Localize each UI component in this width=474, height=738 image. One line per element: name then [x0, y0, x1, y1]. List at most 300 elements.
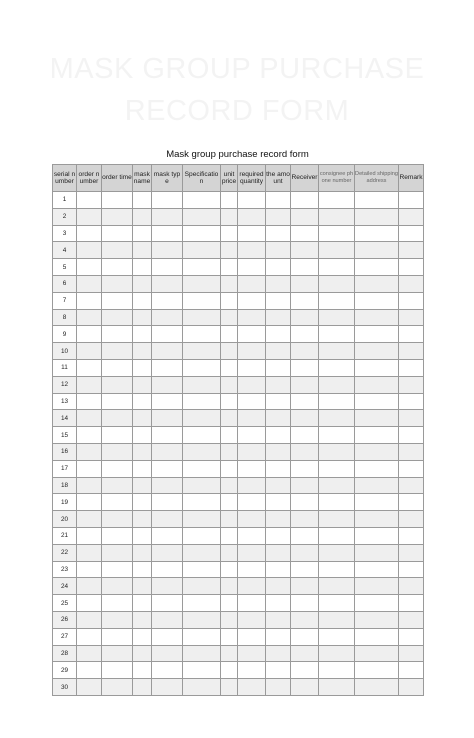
cell-order-number[interactable]	[77, 259, 102, 276]
cell-specification[interactable]	[183, 511, 221, 528]
cell-the-amount[interactable]	[266, 645, 291, 662]
cell-shipping-address[interactable]	[355, 275, 399, 292]
cell-remark[interactable]	[399, 225, 424, 242]
cell-consignee-phone[interactable]	[319, 494, 355, 511]
cell-remark[interactable]	[399, 477, 424, 494]
cell-order-number[interactable]	[77, 527, 102, 544]
cell-order-number[interactable]	[77, 628, 102, 645]
cell-the-amount[interactable]	[266, 561, 291, 578]
cell-order-time[interactable]	[102, 242, 133, 259]
cell-receiver[interactable]	[291, 511, 319, 528]
cell-specification[interactable]	[183, 259, 221, 276]
cell-mask-name[interactable]	[133, 443, 152, 460]
cell-unit-price[interactable]	[221, 578, 238, 595]
cell-specification[interactable]	[183, 645, 221, 662]
cell-unit-price[interactable]	[221, 275, 238, 292]
cell-order-number[interactable]	[77, 242, 102, 259]
cell-order-number[interactable]	[77, 477, 102, 494]
cell-order-number[interactable]	[77, 376, 102, 393]
cell-the-amount[interactable]	[266, 477, 291, 494]
cell-mask-type[interactable]	[152, 477, 183, 494]
cell-the-amount[interactable]	[266, 242, 291, 259]
cell-order-number[interactable]	[77, 511, 102, 528]
cell-unit-price[interactable]	[221, 326, 238, 343]
cell-receiver[interactable]	[291, 225, 319, 242]
cell-specification[interactable]	[183, 343, 221, 360]
cell-order-number[interactable]	[77, 275, 102, 292]
cell-specification[interactable]	[183, 242, 221, 259]
cell-specification[interactable]	[183, 309, 221, 326]
cell-order-time[interactable]	[102, 645, 133, 662]
cell-receiver[interactable]	[291, 443, 319, 460]
cell-order-time[interactable]	[102, 192, 133, 209]
cell-required-quantity[interactable]	[238, 359, 266, 376]
cell-receiver[interactable]	[291, 544, 319, 561]
cell-consignee-phone[interactable]	[319, 427, 355, 444]
cell-required-quantity[interactable]	[238, 443, 266, 460]
cell-order-time[interactable]	[102, 410, 133, 427]
cell-shipping-address[interactable]	[355, 511, 399, 528]
cell-consignee-phone[interactable]	[319, 544, 355, 561]
cell-consignee-phone[interactable]	[319, 326, 355, 343]
cell-the-amount[interactable]	[266, 192, 291, 209]
cell-order-number[interactable]	[77, 645, 102, 662]
cell-order-number[interactable]	[77, 410, 102, 427]
cell-the-amount[interactable]	[266, 326, 291, 343]
cell-mask-name[interactable]	[133, 309, 152, 326]
cell-receiver[interactable]	[291, 527, 319, 544]
cell-remark[interactable]	[399, 595, 424, 612]
cell-remark[interactable]	[399, 611, 424, 628]
cell-shipping-address[interactable]	[355, 561, 399, 578]
cell-specification[interactable]	[183, 393, 221, 410]
cell-unit-price[interactable]	[221, 527, 238, 544]
cell-order-time[interactable]	[102, 477, 133, 494]
cell-shipping-address[interactable]	[355, 376, 399, 393]
cell-shipping-address[interactable]	[355, 326, 399, 343]
cell-mask-type[interactable]	[152, 611, 183, 628]
cell-mask-type[interactable]	[152, 242, 183, 259]
cell-specification[interactable]	[183, 679, 221, 696]
cell-consignee-phone[interactable]	[319, 242, 355, 259]
cell-order-number[interactable]	[77, 494, 102, 511]
cell-order-time[interactable]	[102, 376, 133, 393]
cell-shipping-address[interactable]	[355, 679, 399, 696]
cell-shipping-address[interactable]	[355, 494, 399, 511]
cell-order-number[interactable]	[77, 292, 102, 309]
cell-required-quantity[interactable]	[238, 427, 266, 444]
cell-unit-price[interactable]	[221, 427, 238, 444]
cell-remark[interactable]	[399, 679, 424, 696]
cell-consignee-phone[interactable]	[319, 477, 355, 494]
cell-the-amount[interactable]	[266, 393, 291, 410]
cell-mask-name[interactable]	[133, 611, 152, 628]
cell-mask-name[interactable]	[133, 343, 152, 360]
cell-order-number[interactable]	[77, 326, 102, 343]
cell-unit-price[interactable]	[221, 477, 238, 494]
cell-the-amount[interactable]	[266, 679, 291, 696]
cell-receiver[interactable]	[291, 393, 319, 410]
cell-required-quantity[interactable]	[238, 376, 266, 393]
cell-required-quantity[interactable]	[238, 611, 266, 628]
cell-consignee-phone[interactable]	[319, 527, 355, 544]
cell-mask-type[interactable]	[152, 595, 183, 612]
cell-the-amount[interactable]	[266, 376, 291, 393]
cell-remark[interactable]	[399, 393, 424, 410]
cell-the-amount[interactable]	[266, 460, 291, 477]
cell-receiver[interactable]	[291, 192, 319, 209]
cell-the-amount[interactable]	[266, 544, 291, 561]
cell-receiver[interactable]	[291, 309, 319, 326]
cell-required-quantity[interactable]	[238, 393, 266, 410]
cell-mask-name[interactable]	[133, 561, 152, 578]
cell-order-number[interactable]	[77, 309, 102, 326]
cell-unit-price[interactable]	[221, 393, 238, 410]
cell-remark[interactable]	[399, 410, 424, 427]
cell-unit-price[interactable]	[221, 242, 238, 259]
cell-order-time[interactable]	[102, 326, 133, 343]
cell-mask-name[interactable]	[133, 326, 152, 343]
cell-consignee-phone[interactable]	[319, 628, 355, 645]
cell-required-quantity[interactable]	[238, 662, 266, 679]
cell-shipping-address[interactable]	[355, 460, 399, 477]
cell-mask-name[interactable]	[133, 628, 152, 645]
cell-order-time[interactable]	[102, 662, 133, 679]
cell-mask-type[interactable]	[152, 645, 183, 662]
cell-receiver[interactable]	[291, 326, 319, 343]
cell-order-number[interactable]	[77, 611, 102, 628]
cell-order-time[interactable]	[102, 427, 133, 444]
cell-consignee-phone[interactable]	[319, 443, 355, 460]
cell-specification[interactable]	[183, 494, 221, 511]
cell-order-number[interactable]	[77, 192, 102, 209]
cell-required-quantity[interactable]	[238, 460, 266, 477]
cell-mask-type[interactable]	[152, 359, 183, 376]
cell-required-quantity[interactable]	[238, 410, 266, 427]
cell-required-quantity[interactable]	[238, 292, 266, 309]
cell-required-quantity[interactable]	[238, 645, 266, 662]
cell-receiver[interactable]	[291, 359, 319, 376]
cell-receiver[interactable]	[291, 477, 319, 494]
cell-unit-price[interactable]	[221, 645, 238, 662]
cell-order-number[interactable]	[77, 443, 102, 460]
cell-consignee-phone[interactable]	[319, 343, 355, 360]
cell-order-time[interactable]	[102, 511, 133, 528]
cell-receiver[interactable]	[291, 679, 319, 696]
cell-specification[interactable]	[183, 275, 221, 292]
cell-mask-type[interactable]	[152, 578, 183, 595]
cell-shipping-address[interactable]	[355, 343, 399, 360]
cell-mask-name[interactable]	[133, 192, 152, 209]
cell-remark[interactable]	[399, 494, 424, 511]
cell-specification[interactable]	[183, 359, 221, 376]
cell-mask-name[interactable]	[133, 376, 152, 393]
cell-shipping-address[interactable]	[355, 527, 399, 544]
cell-shipping-address[interactable]	[355, 225, 399, 242]
cell-required-quantity[interactable]	[238, 511, 266, 528]
cell-the-amount[interactable]	[266, 527, 291, 544]
cell-remark[interactable]	[399, 460, 424, 477]
cell-unit-price[interactable]	[221, 679, 238, 696]
cell-receiver[interactable]	[291, 292, 319, 309]
cell-mask-type[interactable]	[152, 326, 183, 343]
cell-the-amount[interactable]	[266, 410, 291, 427]
cell-order-number[interactable]	[77, 427, 102, 444]
cell-the-amount[interactable]	[266, 309, 291, 326]
cell-the-amount[interactable]	[266, 443, 291, 460]
cell-required-quantity[interactable]	[238, 309, 266, 326]
cell-unit-price[interactable]	[221, 208, 238, 225]
cell-order-time[interactable]	[102, 611, 133, 628]
cell-mask-name[interactable]	[133, 292, 152, 309]
cell-shipping-address[interactable]	[355, 393, 399, 410]
cell-consignee-phone[interactable]	[319, 292, 355, 309]
cell-unit-price[interactable]	[221, 662, 238, 679]
cell-order-number[interactable]	[77, 578, 102, 595]
cell-specification[interactable]	[183, 208, 221, 225]
cell-the-amount[interactable]	[266, 511, 291, 528]
cell-required-quantity[interactable]	[238, 628, 266, 645]
cell-consignee-phone[interactable]	[319, 561, 355, 578]
cell-shipping-address[interactable]	[355, 359, 399, 376]
cell-required-quantity[interactable]	[238, 259, 266, 276]
cell-mask-type[interactable]	[152, 259, 183, 276]
cell-required-quantity[interactable]	[238, 679, 266, 696]
cell-mask-type[interactable]	[152, 192, 183, 209]
cell-required-quantity[interactable]	[238, 477, 266, 494]
cell-remark[interactable]	[399, 511, 424, 528]
cell-remark[interactable]	[399, 275, 424, 292]
cell-specification[interactable]	[183, 611, 221, 628]
cell-mask-type[interactable]	[152, 544, 183, 561]
cell-order-time[interactable]	[102, 292, 133, 309]
cell-remark[interactable]	[399, 628, 424, 645]
cell-required-quantity[interactable]	[238, 326, 266, 343]
cell-specification[interactable]	[183, 595, 221, 612]
cell-consignee-phone[interactable]	[319, 376, 355, 393]
cell-specification[interactable]	[183, 662, 221, 679]
cell-consignee-phone[interactable]	[319, 410, 355, 427]
cell-specification[interactable]	[183, 410, 221, 427]
cell-specification[interactable]	[183, 376, 221, 393]
cell-order-time[interactable]	[102, 527, 133, 544]
cell-shipping-address[interactable]	[355, 309, 399, 326]
cell-order-time[interactable]	[102, 561, 133, 578]
cell-mask-name[interactable]	[133, 275, 152, 292]
cell-remark[interactable]	[399, 242, 424, 259]
cell-mask-name[interactable]	[133, 679, 152, 696]
cell-the-amount[interactable]	[266, 208, 291, 225]
cell-consignee-phone[interactable]	[319, 259, 355, 276]
cell-remark[interactable]	[399, 578, 424, 595]
cell-shipping-address[interactable]	[355, 578, 399, 595]
cell-order-number[interactable]	[77, 595, 102, 612]
cell-unit-price[interactable]	[221, 309, 238, 326]
cell-receiver[interactable]	[291, 611, 319, 628]
cell-the-amount[interactable]	[266, 225, 291, 242]
cell-order-time[interactable]	[102, 595, 133, 612]
cell-unit-price[interactable]	[221, 628, 238, 645]
cell-mask-name[interactable]	[133, 259, 152, 276]
cell-shipping-address[interactable]	[355, 628, 399, 645]
cell-unit-price[interactable]	[221, 460, 238, 477]
cell-mask-type[interactable]	[152, 494, 183, 511]
cell-receiver[interactable]	[291, 628, 319, 645]
cell-remark[interactable]	[399, 443, 424, 460]
cell-mask-name[interactable]	[133, 527, 152, 544]
cell-consignee-phone[interactable]	[319, 595, 355, 612]
cell-unit-price[interactable]	[221, 343, 238, 360]
cell-mask-type[interactable]	[152, 410, 183, 427]
cell-order-time[interactable]	[102, 393, 133, 410]
cell-unit-price[interactable]	[221, 376, 238, 393]
cell-the-amount[interactable]	[266, 292, 291, 309]
cell-remark[interactable]	[399, 359, 424, 376]
cell-the-amount[interactable]	[266, 275, 291, 292]
cell-receiver[interactable]	[291, 376, 319, 393]
cell-unit-price[interactable]	[221, 443, 238, 460]
cell-shipping-address[interactable]	[355, 259, 399, 276]
cell-remark[interactable]	[399, 192, 424, 209]
cell-required-quantity[interactable]	[238, 225, 266, 242]
cell-order-number[interactable]	[77, 662, 102, 679]
cell-unit-price[interactable]	[221, 544, 238, 561]
cell-order-time[interactable]	[102, 259, 133, 276]
cell-order-number[interactable]	[77, 561, 102, 578]
cell-mask-name[interactable]	[133, 645, 152, 662]
cell-receiver[interactable]	[291, 662, 319, 679]
cell-specification[interactable]	[183, 578, 221, 595]
cell-shipping-address[interactable]	[355, 595, 399, 612]
cell-the-amount[interactable]	[266, 662, 291, 679]
cell-mask-name[interactable]	[133, 595, 152, 612]
cell-order-time[interactable]	[102, 494, 133, 511]
cell-order-number[interactable]	[77, 393, 102, 410]
cell-required-quantity[interactable]	[238, 561, 266, 578]
cell-required-quantity[interactable]	[238, 275, 266, 292]
cell-unit-price[interactable]	[221, 611, 238, 628]
cell-mask-type[interactable]	[152, 292, 183, 309]
cell-remark[interactable]	[399, 527, 424, 544]
cell-remark[interactable]	[399, 427, 424, 444]
cell-remark[interactable]	[399, 561, 424, 578]
cell-order-number[interactable]	[77, 679, 102, 696]
cell-consignee-phone[interactable]	[319, 309, 355, 326]
cell-mask-type[interactable]	[152, 343, 183, 360]
cell-remark[interactable]	[399, 645, 424, 662]
cell-remark[interactable]	[399, 309, 424, 326]
cell-remark[interactable]	[399, 208, 424, 225]
cell-the-amount[interactable]	[266, 359, 291, 376]
cell-unit-price[interactable]	[221, 410, 238, 427]
cell-receiver[interactable]	[291, 208, 319, 225]
cell-required-quantity[interactable]	[238, 208, 266, 225]
cell-shipping-address[interactable]	[355, 242, 399, 259]
cell-mask-name[interactable]	[133, 393, 152, 410]
cell-order-time[interactable]	[102, 343, 133, 360]
cell-required-quantity[interactable]	[238, 343, 266, 360]
cell-receiver[interactable]	[291, 595, 319, 612]
cell-receiver[interactable]	[291, 427, 319, 444]
cell-mask-name[interactable]	[133, 225, 152, 242]
cell-shipping-address[interactable]	[355, 410, 399, 427]
cell-unit-price[interactable]	[221, 511, 238, 528]
cell-unit-price[interactable]	[221, 494, 238, 511]
cell-receiver[interactable]	[291, 259, 319, 276]
cell-mask-type[interactable]	[152, 527, 183, 544]
cell-consignee-phone[interactable]	[319, 578, 355, 595]
cell-mask-name[interactable]	[133, 359, 152, 376]
cell-order-number[interactable]	[77, 544, 102, 561]
cell-shipping-address[interactable]	[355, 645, 399, 662]
cell-mask-name[interactable]	[133, 460, 152, 477]
cell-mask-type[interactable]	[152, 561, 183, 578]
cell-unit-price[interactable]	[221, 359, 238, 376]
cell-order-time[interactable]	[102, 309, 133, 326]
cell-mask-type[interactable]	[152, 225, 183, 242]
cell-order-number[interactable]	[77, 225, 102, 242]
cell-specification[interactable]	[183, 527, 221, 544]
cell-shipping-address[interactable]	[355, 611, 399, 628]
cell-receiver[interactable]	[291, 410, 319, 427]
cell-consignee-phone[interactable]	[319, 275, 355, 292]
cell-consignee-phone[interactable]	[319, 460, 355, 477]
cell-consignee-phone[interactable]	[319, 679, 355, 696]
cell-required-quantity[interactable]	[238, 494, 266, 511]
cell-specification[interactable]	[183, 628, 221, 645]
cell-unit-price[interactable]	[221, 292, 238, 309]
cell-mask-type[interactable]	[152, 208, 183, 225]
cell-consignee-phone[interactable]	[319, 208, 355, 225]
cell-consignee-phone[interactable]	[319, 662, 355, 679]
cell-order-number[interactable]	[77, 460, 102, 477]
cell-shipping-address[interactable]	[355, 662, 399, 679]
cell-shipping-address[interactable]	[355, 192, 399, 209]
cell-order-time[interactable]	[102, 443, 133, 460]
cell-consignee-phone[interactable]	[319, 645, 355, 662]
cell-remark[interactable]	[399, 292, 424, 309]
cell-mask-type[interactable]	[152, 443, 183, 460]
cell-mask-name[interactable]	[133, 578, 152, 595]
cell-mask-type[interactable]	[152, 275, 183, 292]
cell-mask-type[interactable]	[152, 376, 183, 393]
cell-required-quantity[interactable]	[238, 192, 266, 209]
cell-specification[interactable]	[183, 427, 221, 444]
cell-specification[interactable]	[183, 326, 221, 343]
cell-mask-type[interactable]	[152, 628, 183, 645]
cell-consignee-phone[interactable]	[319, 359, 355, 376]
cell-mask-name[interactable]	[133, 477, 152, 494]
cell-mask-type[interactable]	[152, 679, 183, 696]
cell-the-amount[interactable]	[266, 595, 291, 612]
cell-unit-price[interactable]	[221, 595, 238, 612]
cell-mask-name[interactable]	[133, 511, 152, 528]
cell-required-quantity[interactable]	[238, 595, 266, 612]
cell-shipping-address[interactable]	[355, 292, 399, 309]
cell-the-amount[interactable]	[266, 611, 291, 628]
cell-unit-price[interactable]	[221, 561, 238, 578]
cell-the-amount[interactable]	[266, 578, 291, 595]
cell-consignee-phone[interactable]	[319, 225, 355, 242]
cell-the-amount[interactable]	[266, 343, 291, 360]
cell-the-amount[interactable]	[266, 427, 291, 444]
cell-specification[interactable]	[183, 561, 221, 578]
cell-required-quantity[interactable]	[238, 578, 266, 595]
cell-order-time[interactable]	[102, 578, 133, 595]
cell-consignee-phone[interactable]	[319, 393, 355, 410]
cell-receiver[interactable]	[291, 343, 319, 360]
cell-order-time[interactable]	[102, 679, 133, 696]
